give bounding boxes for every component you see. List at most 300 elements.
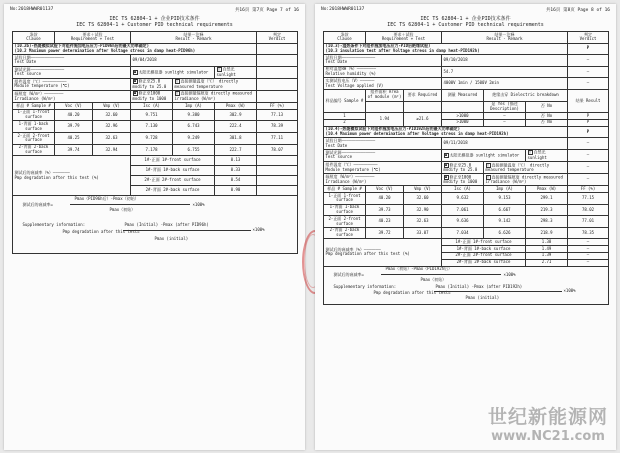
table-cell: 9.636 — [442, 216, 484, 228]
test-date-label — [13, 55, 131, 67]
checkbox-unchecked-icon: □ — [487, 162, 489, 167]
test-source-label-en: Test source — [325, 154, 352, 160]
degradation-sample: 1#-背面 1#-back surface — [442, 246, 526, 253]
col-result: 结果－注释 Result - Remark — [131, 32, 257, 44]
table-cell: 301.8 — [215, 133, 257, 145]
degradation-label-en: Pmp degradation after this test (%) — [14, 174, 99, 180]
irr-option-direct-label: 直接测量辐照度 directly measured irradiance (W/m²) — [485, 174, 563, 184]
table-cell: ≥21.6 — [404, 113, 442, 127]
test-source-label-cn: 测试光源—————————————— — [325, 149, 376, 155]
degradation-label-cn: 测试后的衰减率（%）——————— — [325, 246, 381, 252]
sample-label: 2-背面 2-back surface — [13, 144, 55, 156]
col-verdict: 判定 Verdict — [568, 32, 609, 44]
table-cell: 32.60 — [404, 193, 442, 205]
section-heading-row — [324, 43, 609, 55]
table-cell: 9.249 — [173, 133, 215, 145]
table-cell: 6.667 — [484, 204, 526, 216]
test-source-label — [13, 66, 131, 78]
formula-cn-factor: ×100% — [192, 201, 205, 207]
row-verdict — [257, 166, 298, 176]
test-voltage-label-cn: 实测试验电压（V）—————— — [325, 77, 375, 83]
humidity-label-en: Relative humidity (%) — [325, 71, 377, 77]
col-clause: 条款 Clause — [13, 32, 55, 44]
test-date-label-cn: 试验日期—————————————— — [14, 54, 65, 60]
table-cell: P — [568, 113, 609, 120]
section-verdict: P — [568, 43, 609, 55]
degradation-sample: 2#-正面 2#-front surface — [131, 176, 215, 186]
table-row — [324, 204, 609, 216]
source-option-simulator — [131, 66, 215, 78]
test-source-row — [13, 66, 298, 78]
table-cell: 222.7 — [215, 144, 257, 156]
row-verdict: — — [568, 66, 609, 78]
ins-subheader-no: 否 No — [526, 101, 568, 113]
section-heading — [13, 43, 257, 55]
irr-option-modify — [442, 174, 484, 186]
irradiance-label-cn: 辐照度（W/m²）———————— — [14, 90, 64, 96]
checkbox-checked-icon: ■ — [134, 91, 136, 96]
insulation-subheader-row — [324, 101, 609, 113]
table-cell: 6.743 — [173, 121, 215, 133]
irr-option-direct-label: 直接测量辐照度 directly measured irradiance (W/m²) — [174, 90, 252, 101]
sample-label: 2-正面 2-front surface — [13, 133, 55, 145]
col-requirement: 要求＋试验 Requirement + Test — [366, 32, 442, 44]
irradiance-label — [13, 90, 131, 102]
irradiance-row — [324, 174, 609, 186]
irr-option-direct — [484, 174, 568, 186]
section-heading — [324, 126, 568, 138]
table-cell: 32.96 — [93, 121, 131, 133]
table-cell: 7.130 — [131, 121, 173, 133]
column-header-row — [324, 32, 609, 44]
checkbox-unchecked-icon: □ — [176, 79, 178, 84]
table-row — [324, 216, 609, 228]
formula-cn-factor: ×100% — [503, 272, 516, 278]
checkbox-checked-icon: ■ — [445, 162, 447, 167]
page-header — [10, 7, 299, 15]
meas-header: 样品 # Sample # — [324, 186, 366, 193]
ins-subheader — [404, 101, 442, 113]
table-cell: 77.01 — [568, 216, 609, 228]
section-heading-cn: (10.2b)-热斑模拟试验下对组件施加电压应力-PID96h后的最大功率确定) — [14, 43, 150, 49]
standard-title-cn: IEC TS 62804-1 + 企业PID技术条件 — [420, 16, 511, 22]
standard-title — [315, 16, 616, 28]
degradation-value: 1.49 — [526, 246, 568, 253]
meas-header: Voc (V) — [55, 103, 93, 110]
ins-header: 组件面积 Area of module (m²) — [366, 89, 404, 101]
supplementary-info-label: Supplementary information: — [333, 284, 397, 290]
test-date-label-cn: 试验日期—————————————— — [325, 54, 376, 60]
test-date-label — [324, 55, 442, 67]
table-cell: 1.94 — [366, 113, 404, 127]
checkbox-unchecked-icon: □ — [218, 67, 220, 72]
temp-option-modify — [131, 78, 173, 90]
table-cell: — — [484, 119, 526, 126]
section-heading-en: (10.3 insulation test after Voltage stress in damp heat-PID192h) — [325, 47, 480, 53]
table-cell: 32.60 — [93, 109, 131, 121]
row-verdict — [257, 66, 298, 78]
meas-header: FF (%) — [257, 103, 298, 110]
test-date-row — [324, 55, 609, 67]
table-row — [13, 109, 298, 121]
row-verdict: — — [568, 239, 609, 246]
sample-label: 1-正面 1-front surface — [13, 109, 55, 121]
table-cell: 9.153 — [484, 193, 526, 205]
module-temp-label-en: Module temperature (℃) — [14, 83, 70, 89]
table-row — [324, 193, 609, 205]
formula-cn-denominator: Pmax（初始） — [420, 277, 447, 283]
formula-en-numerator: Pmax (Initial) -Pmax (after PID96h) — [124, 221, 209, 227]
table-cell: 40.25 — [55, 133, 93, 145]
row-verdict: — — [568, 55, 609, 67]
table-cell: 40.23 — [366, 216, 404, 228]
col-verdict: 判定 Verdict — [257, 32, 298, 44]
test-source-label-en: Test source — [14, 71, 41, 77]
table-cell: 1 — [324, 113, 366, 120]
test-voltage-label-en: Test Voltage applied (V) — [325, 82, 384, 88]
section-verdict — [257, 43, 298, 55]
test-voltage-value: 4000V 1min / 1500V 2min — [442, 78, 568, 90]
degradation-sample: 1#-背面 1#-back surface — [131, 166, 215, 176]
checkbox-checked-icon: ■ — [134, 69, 136, 74]
table-cell: >1000 — [442, 119, 484, 126]
formula-en-numerator: Pmax (Initial) -Pmax (after PID192h) — [435, 284, 523, 290]
humidity-label-cn: 相对湿度RH（%）———————— — [325, 66, 376, 72]
table-row — [13, 133, 298, 145]
table-cell: 9.632 — [442, 193, 484, 205]
meas-header: Pmax (W) — [215, 103, 257, 110]
table-cell: 否 No — [526, 113, 568, 120]
module-temp-label-cn: 组件温度（℃）—————————— — [325, 161, 378, 167]
test-date-row — [13, 55, 298, 67]
table-cell: 222.4 — [215, 121, 257, 133]
sample-label: 1-正面 1-front surface — [324, 193, 366, 205]
section-heading-row — [13, 43, 298, 55]
ins-subheader-yes: 是 Yes (描述 Description) — [484, 101, 526, 113]
insulation-header-row — [324, 89, 609, 101]
table-cell: 7.178 — [131, 144, 173, 156]
ins-header: 结果 Result — [568, 89, 609, 112]
formula-cn-lhs: 测试后的衰减率= — [333, 272, 364, 278]
row-verdict — [257, 55, 298, 67]
formula-row — [324, 266, 609, 304]
page-header — [321, 7, 610, 15]
meas-header: Pmax (W) — [526, 186, 568, 193]
sample-label: 1-背面 1-back surface — [13, 121, 55, 133]
checkbox-unchecked-icon: □ — [487, 174, 489, 179]
source-option-simulator — [442, 149, 526, 161]
ins-subheader — [366, 101, 404, 113]
test-voltage-row — [324, 78, 609, 90]
test-table — [323, 31, 609, 305]
row-verdict: — — [568, 246, 609, 253]
table-cell: 302.9 — [215, 109, 257, 121]
table-cell: 32.94 — [93, 144, 131, 156]
test-date-label — [324, 138, 442, 150]
degradation-sample: 1#-正面 1#-front surface — [131, 156, 215, 166]
table-cell: 9.751 — [131, 109, 173, 121]
table-cell: 7.061 — [442, 204, 484, 216]
source-option-sunlight — [526, 149, 568, 161]
test-source-label — [324, 149, 442, 161]
degradation-sample: 2#-背面 2#-back surface — [131, 186, 215, 196]
source-option-simulator-label: 太阳光模拟器 sunlight simulator — [138, 69, 209, 75]
row-verdict: — — [568, 162, 609, 174]
standard-title-en: IEC TS 62804-1 + Customer PID technical requirements — [76, 22, 233, 28]
test-table — [12, 31, 298, 254]
table-cell: 39.73 — [366, 204, 404, 216]
sample-label: 2-背面 2-back surface — [324, 227, 366, 239]
table-row — [324, 227, 609, 239]
table-cell: 39.72 — [366, 227, 404, 239]
degradation-value: 0.90 — [215, 186, 257, 196]
row-verdict: — — [568, 252, 609, 259]
module-temp-label-en: Module temperature (℃) — [325, 166, 381, 172]
test-source-row — [324, 149, 609, 161]
temp-option-direct-label: 直接测量温度（℃） directly measured temperature — [174, 78, 239, 89]
section-heading — [324, 43, 568, 55]
report-number: No:2018HWWR01137 — [10, 7, 54, 12]
formula-en-lhs: Pmp degradation after this test= — [373, 290, 451, 296]
row-verdict — [257, 78, 298, 90]
table-cell: 219.3 — [526, 204, 568, 216]
meas-header: Isc (A) — [442, 186, 484, 193]
watermark-url: www.NC21.com — [491, 429, 605, 444]
temp-option-modify — [442, 162, 484, 174]
checkbox-checked-icon: ■ — [445, 174, 447, 179]
degradation-label — [324, 239, 442, 266]
test-source-label-cn: 测试光源—————————————— — [14, 66, 65, 72]
supplementary-info-label: Supplementary information: — [22, 221, 86, 227]
test-date-value: 09/10/2018 — [442, 55, 568, 67]
source-option-simulator-label: 太阳光模拟器 sunlight simulator — [449, 152, 520, 158]
report-number: No:2018HWWR01137 — [321, 7, 365, 12]
table-cell: 78.07 — [257, 144, 298, 156]
table-cell: 32.63 — [93, 133, 131, 145]
meas-header: Imp (A) — [173, 103, 215, 110]
module-temp-label — [324, 162, 442, 174]
irr-option-modify-label: 修正至1000 modify to 1000 — [132, 90, 167, 101]
degradation-row — [13, 156, 298, 166]
table-cell: 40.20 — [55, 109, 93, 121]
table-cell: 32.63 — [404, 216, 442, 228]
row-verdict: — — [568, 138, 609, 150]
formula-en-factor: ×100% — [563, 288, 576, 294]
table-cell: >1000 — [442, 113, 484, 120]
table-cell: 78.35 — [568, 227, 609, 239]
section-verdict: P — [568, 126, 609, 138]
section-heading-row — [324, 126, 609, 138]
section-heading-en: (10.2 Maximum power determination after Voltage stress in damp heat-PID96h) — [14, 47, 196, 53]
table-cell: 78.39 — [257, 121, 298, 133]
table-cell: 218.9 — [526, 227, 568, 239]
formula-cn-numerator: Pmax（初始）-Pmax（PID192h后） — [385, 266, 453, 272]
degradation-label — [13, 156, 131, 196]
temp-option-modify-label: 修正至25.0 modify to 25.0 — [443, 162, 478, 172]
formula-cn-numerator: Pmax（PID96h后）-Pmax（初始） — [74, 195, 139, 201]
table-cell: P — [568, 119, 609, 126]
meas-header: 样品 # Sample # — [13, 103, 55, 110]
section-heading-cn: (10.3)-湿热条件下对组件施加电压应力-PID后绝缘试验) — [325, 43, 431, 49]
ins-header: 样品编号 Sample # — [324, 89, 366, 112]
degradation-sample: 2#-背面 2#-back surface — [442, 259, 526, 266]
temp-option-direct-label: 直接测量温度（℃） directly measured temperature — [485, 162, 550, 172]
table-row — [13, 144, 298, 156]
module-temp-row — [324, 162, 609, 174]
measurement-header-row — [324, 186, 609, 193]
temp-option-direct — [484, 162, 568, 174]
ins-header: 绝缘击穿 Dielectric breakdown — [484, 89, 568, 101]
test-date-value: 09/11/2018 — [442, 138, 568, 150]
table-cell: 32.90 — [404, 204, 442, 216]
ins-header: 要求 Required — [404, 89, 442, 101]
standard-title — [4, 16, 305, 28]
module-temp-row — [13, 78, 298, 90]
test-date-label-en: Test Date — [325, 59, 348, 65]
site-watermark — [488, 402, 608, 444]
test-date-value: 09/04/2018 — [131, 55, 257, 67]
row-verdict — [257, 156, 298, 166]
table-cell: — — [484, 113, 526, 120]
irradiance-label-en: Irradiance (W/m²) — [14, 95, 56, 101]
page-number: 共16页 第7页 Page 7 of 16 — [234, 8, 299, 13]
temp-option-direct — [173, 78, 257, 90]
checkbox-checked-icon: ■ — [445, 152, 447, 157]
report-page-8 — [315, 4, 616, 450]
measurement-header-row — [13, 103, 298, 110]
test-date-row — [324, 138, 609, 150]
meas-header: Isc (A) — [131, 103, 173, 110]
row-verdict: — — [568, 174, 609, 186]
formula-en-lhs: Pmp degradation after this test= — [62, 228, 140, 234]
irradiance-label-en: Irradiance (W/m²) — [325, 178, 367, 184]
test-date-label-cn: 试验日期—————————————— — [325, 137, 376, 143]
row-verdict: — — [568, 259, 609, 266]
table-cell: 78.02 — [568, 204, 609, 216]
table-cell: 77.11 — [257, 133, 298, 145]
module-temp-label — [13, 78, 131, 90]
standard-title-en: IEC TS 62804-1 + Customer PID technical requirements — [387, 22, 544, 28]
report-page-7 — [4, 4, 305, 450]
table-cell: 39.79 — [55, 121, 93, 133]
standard-title-cn: IEC TS 62804-1 + 企业PID技术条件 — [109, 16, 200, 22]
degradation-value: 0.13 — [215, 156, 257, 166]
degradation-label-cn: 测试后的衰减率（%）——————— — [14, 169, 70, 175]
degradation-label-en: Pmp degradation after this test (%) — [325, 251, 410, 257]
table-cell: 9.142 — [484, 216, 526, 228]
table-cell: 39.74 — [55, 144, 93, 156]
table-cell: 77.13 — [257, 109, 298, 121]
section-heading-en: (10.4 Maximum power determination after Voltage stress in damp heat-PID192h) — [325, 131, 509, 137]
source-option-sunlight — [215, 66, 257, 78]
col-result: 结果－注释 Result - Remark — [442, 32, 568, 44]
humidity-label — [324, 66, 442, 78]
table-cell: 9.380 — [173, 109, 215, 121]
irr-option-modify-label: 修正至1000 modify to 1000 — [443, 174, 478, 184]
meas-header: Voc (V) — [366, 186, 404, 193]
table-cell: 77.15 — [568, 193, 609, 205]
table-cell: 33.07 — [404, 227, 442, 239]
temp-option-modify-label: 修正至25.0 modify to 25.0 — [132, 78, 167, 89]
table-row — [324, 113, 609, 120]
test-voltage-label — [324, 78, 442, 90]
table-cell: 9.728 — [131, 133, 173, 145]
degradation-value: 1.38 — [526, 239, 568, 246]
ins-header: 测量 Measured — [442, 89, 484, 101]
row-verdict: — — [568, 149, 609, 161]
row-verdict — [257, 90, 298, 102]
degradation-value: 1.39 — [526, 252, 568, 259]
formula-cn-lhs: 测试后的衰减率= — [22, 201, 53, 207]
table-cell: 298.3 — [526, 216, 568, 228]
checkbox-unchecked-icon: □ — [176, 91, 178, 96]
table-row — [13, 121, 298, 133]
col-requirement: 要求＋试验 Requirement + Test — [55, 32, 131, 44]
meas-header: Imp (A) — [484, 186, 526, 193]
module-temp-label-cn: 组件温度（℃）—————————— — [14, 78, 67, 84]
ins-subheader — [442, 101, 484, 113]
sample-label: 1-背面 1-back surface — [324, 204, 366, 216]
meas-header: Vmp (V) — [93, 103, 131, 110]
degradation-formula — [13, 196, 298, 254]
meas-header: Vmp (V) — [404, 186, 442, 193]
degradation-value: 0.54 — [215, 176, 257, 186]
table-cell: 6.755 — [173, 144, 215, 156]
formula-cn-denominator: Pmax（初始） — [109, 206, 136, 212]
sample-label: 2-正面 2-front surface — [324, 216, 366, 228]
row-verdict — [257, 176, 298, 186]
irr-option-direct — [173, 90, 257, 102]
formula-en-denominator: Pmax (initial) — [465, 295, 500, 301]
source-option-sunlight-label: 自然光 sunlight — [527, 149, 547, 160]
meas-header: FF (%) — [568, 186, 609, 193]
irradiance-row — [13, 90, 298, 102]
degradation-sample: 1#-正面 1#-front surface — [442, 239, 526, 246]
test-date-label-en: Test Date — [325, 142, 348, 148]
test-date-label-en: Test Date — [14, 59, 37, 65]
section-heading-cn: (10.4)-热斑模拟试验下对组件施加电压应力-PID192h后的最大功率确定) — [325, 126, 461, 132]
table-cell: 否 No — [526, 119, 568, 126]
source-option-sunlight-label: 自然光 sunlight — [216, 66, 236, 77]
table-cell: 6.626 — [484, 227, 526, 239]
checkbox-unchecked-icon: □ — [529, 150, 531, 155]
formula-en-denominator: Pmax (initial) — [154, 235, 189, 241]
table-cell: 40.20 — [366, 193, 404, 205]
degradation-row — [324, 239, 609, 246]
table-cell: 299.1 — [526, 193, 568, 205]
row-verdict — [257, 186, 298, 196]
irr-option-modify — [131, 90, 173, 102]
degradation-value: 2.71 — [526, 259, 568, 266]
irradiance-label — [324, 174, 442, 186]
humidity-value: 54.7 — [442, 66, 568, 78]
table-cell: 2 — [324, 119, 366, 126]
page-number: 共16页 第8页 Page 8 of 16 — [545, 8, 610, 13]
formula-en-factor: ×100% — [252, 226, 265, 232]
irradiance-label-cn: 辐照度（W/m²）———————— — [325, 173, 375, 179]
table-cell: 7.034 — [442, 227, 484, 239]
degradation-formula — [324, 266, 609, 304]
row-verdict: — — [568, 78, 609, 90]
watermark-text: 世纪新能源网 — [487, 406, 608, 428]
col-clause: 条款 Clause — [324, 32, 366, 44]
humidity-row — [324, 66, 609, 78]
formula-row — [13, 196, 298, 254]
degradation-value: 0.33 — [215, 166, 257, 176]
degradation-sample: 2#-正面 2#-front surface — [442, 252, 526, 259]
column-header-row — [13, 32, 298, 44]
checkbox-checked-icon: ■ — [134, 79, 136, 84]
